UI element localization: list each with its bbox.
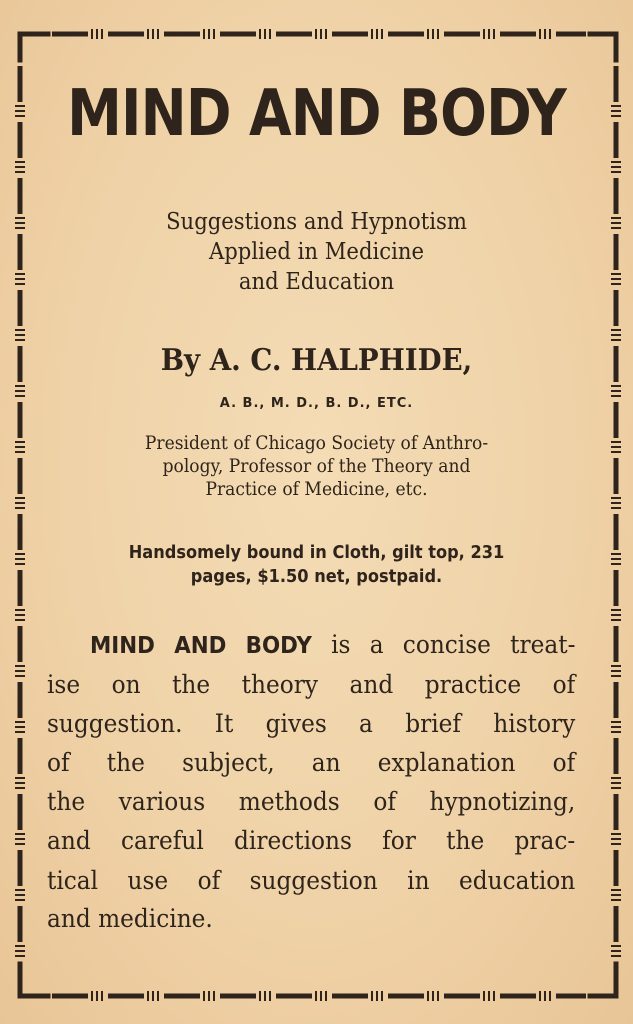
subtitle-line-2: Applied in Medicine xyxy=(208,239,425,265)
binding-info-line-1: Handsomely bound in Cloth, gilt top, 231 xyxy=(128,542,505,563)
description-first-line-rest: is a concise treat- xyxy=(331,630,576,659)
description-line-7: tical use of suggestion in education xyxy=(47,866,576,895)
description-line-3: suggestion. It gives a brief history xyxy=(47,709,576,738)
binding-info-line-2: pages, $1.50 net, postpaid. xyxy=(190,566,443,587)
author-position-line-3: Practice of Medicine, etc. xyxy=(205,478,428,500)
author-name: By A. C. HALPHIDE, xyxy=(160,343,473,378)
description-line-1 xyxy=(90,632,575,658)
description-line-4: of the subject, an explanation of xyxy=(47,748,576,777)
description-line-6: and careful directions for the prac- xyxy=(47,826,576,855)
book-title: MIND AND BODY xyxy=(67,77,566,151)
description-line-8: and medicine. xyxy=(47,904,213,933)
subtitle-line-1: Suggestions and Hypnotism xyxy=(166,209,467,235)
description-line-2: ise on the theory and practice of xyxy=(47,670,576,699)
author-degrees: A. B., M. D., B. D., ETC. xyxy=(219,396,414,411)
author-position-line-2: pology, Professor of the Theory and xyxy=(162,455,471,477)
subtitle-line-3: and Education xyxy=(238,269,395,295)
author-position-line-1: President of Chicago Society of Anthro- xyxy=(144,432,489,454)
description-lead: MIND AND BODY xyxy=(90,633,312,659)
description-line-5: the various methods of hypnotizing, xyxy=(47,787,576,816)
